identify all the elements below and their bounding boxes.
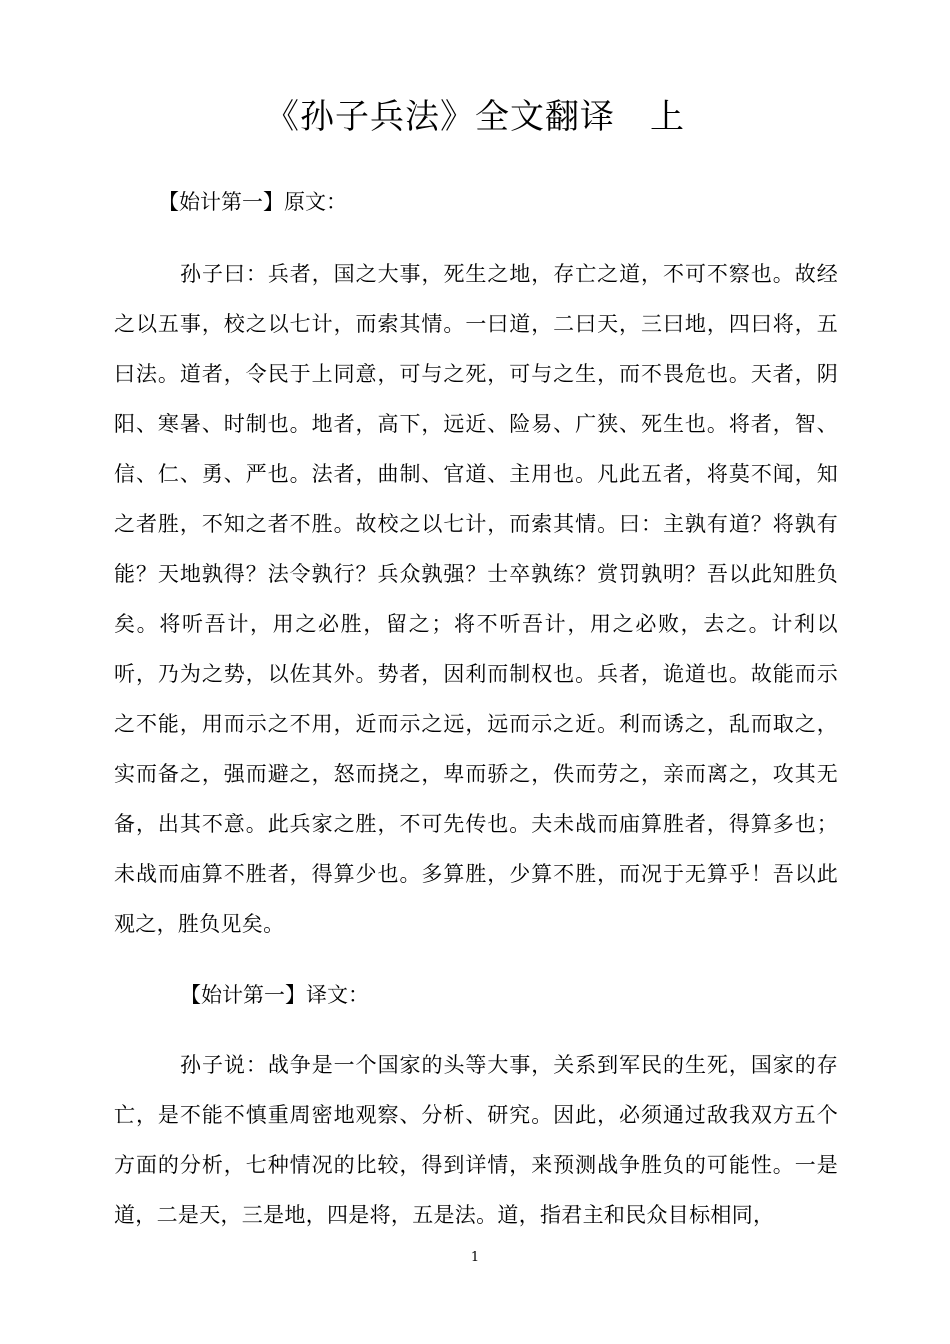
section-heading-translation: 【始计第一】译文：	[180, 983, 369, 1007]
page-number: 1	[470, 1250, 480, 1265]
section-heading-original: 【始计第一】原文：	[158, 190, 347, 214]
translation-text-paragraph: 孙子说：战争是一个国家的头等大事，关系到军民的生死，国家的存亡，是不能不慎重周密地观察、分析、研究。因此，必须通过敌我双方五个方面的分析，七种情况的比较，得到详情，来预测战争胜负的可能性。一是道，二是天，三是地，四是将，五是法。道，指君主和民众目标相同，	[114, 1053, 838, 1227]
document-title: 《孙子兵法》全文翻译 上	[265, 97, 685, 137]
original-text-paragraph: 孙子曰：兵者，国之大事，死生之地，存亡之道，不可不察也。故经之以五事，校之以七计，而索其情。一曰道，二曰天，三曰地，四曰将，五曰法。道者，令民于上同意，可与之死，可与之生，而不畏危也。天者，阴阳、寒暑、时制也。地者，高下，远近、险易、广狭、死生也。将者，智、信、仁、勇、严也。法者，曲制、官道、主用也。凡此五者，将莫不闻，知之者胜，不知之者不胜。故校之以七计，而索其情。曰：主孰有道？将孰有能？天地孰得？法令孰行？兵众孰强？士卒孰练？赏罚孰明？吾以此知胜负矣。将听吾计，用之必胜，留之；将不听吾计，用之必败，去之。计利以听，乃为之势，以佐其外。势者，因利而制权也。兵者，诡道也。故能而示之不能，用而示之不用，近而示之远，远而示之近。利而诱之，乱而取之，实而备之，强而避之，怒而挠之，卑而骄之，佚而劳之，亲而离之，攻其无备，出其不意。此兵家之胜，不可先传也。夫未战而庙算胜者，得算多也；未战而庙算不胜者，得算少也。多算胜，少算不胜，而况于无算乎！吾以此观之，胜负见矣。	[114, 262, 838, 936]
